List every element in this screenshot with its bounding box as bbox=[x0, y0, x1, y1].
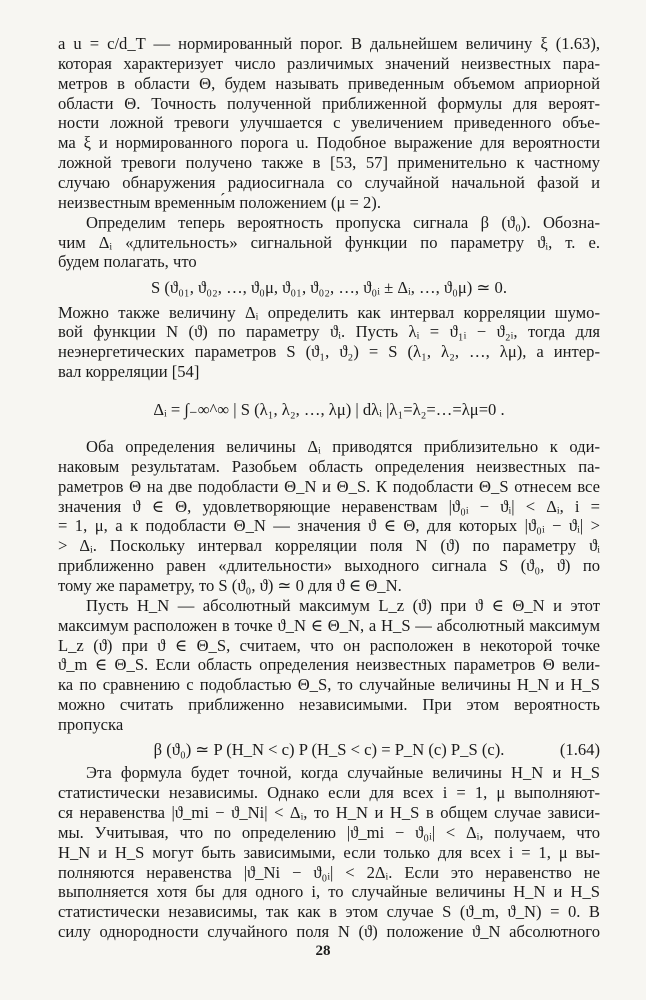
equation-number: (1.64) bbox=[559, 739, 600, 759]
text-line: ложной тревоги получено также в [53, 57] применительно к частному bbox=[58, 153, 600, 173]
text-line: H_N и H_S могут быть зависимыми, если только для всех i = 1, μ вы- bbox=[58, 842, 600, 862]
text-line: тому же параметру, то S (ϑ₀, ϑ) ≃ 0 для ϑ ∈ Θ_N. bbox=[58, 576, 402, 596]
text-line: а u = c/d_T — нормированный порог. В дальнейшем величину ξ (1.63), bbox=[58, 34, 600, 53]
text-line: приближенно равен «длительности» выходного сигнала S (ϑ₀, ϑ) по bbox=[58, 556, 600, 576]
text-line: ма ξ и нормированного порога u. Подобное выражение для вероятности bbox=[58, 133, 600, 153]
text-line: Определим теперь вероятность пропуска сигнала β (ϑ₀). Обозна- bbox=[86, 212, 600, 232]
text-line: вал корреляции [54] bbox=[58, 362, 200, 382]
text-line: силу однородности случайного поля N (ϑ) положение ϑ_N абсолютного bbox=[58, 922, 600, 942]
text-line: = 1, μ, а к подобласти Θ_N — значения ϑ ∈ Θ, для которых |ϑ₀ᵢ − ϑᵢ| > bbox=[58, 516, 600, 536]
text-line: выполняется хотя бы для одного i, то случайные величины H_N и H_S bbox=[58, 882, 600, 902]
text-line: метров в области Θ, будем называть приведенным объемом априорной bbox=[58, 73, 600, 93]
text-line: пропуска bbox=[58, 715, 124, 734]
text-line: > Δᵢ. Поскольку интервал корреляции поля N (ϑ) по параметру ϑᵢ bbox=[58, 536, 600, 556]
text-line: неэнергетических параметров S (ϑ₁, ϑ₂) = S (λ₁, λ₂, …, λμ), а интер- bbox=[58, 342, 600, 362]
text-line: области Θ. Точность полученной приближенной формулы для вероят- bbox=[58, 93, 600, 113]
text-line: неизвестным временны́м положением (μ = 2). bbox=[58, 192, 381, 212]
text-line: Можно также величину Δᵢ определить как интервал корреляции шумо- bbox=[58, 302, 600, 322]
formula: S (ϑ₀₁, ϑ₀₂, …, ϑ₀μ, ϑ₀₁, ϑ₀₂, …, ϑ₀ᵢ ± Δᵢ, …, ϑ₀μ) ≃ 0. bbox=[151, 277, 507, 297]
text-line: чим Δᵢ «длительность» сигнальной функции по параметру ϑᵢ, т. е. bbox=[58, 232, 600, 252]
formula-body: β (ϑ₀) ≃ P (H_N < c) P (H_S < c) = P_N (c) P_S (c). bbox=[153, 739, 505, 759]
text-line: случаю обнаружения радиосигнала со случайной начальной фазой и bbox=[58, 172, 600, 192]
text-line: Эта формула будет точной, когда случайные величины H_N и H_S bbox=[86, 763, 600, 783]
text-line: наковым результатам. Разобьем область определения неизвестных па- bbox=[58, 456, 600, 476]
text-line: значения ϑ ∈ Θ, удовлетворяющие неравенствам |ϑ₀ᵢ − ϑᵢ| < Δᵢ, i = bbox=[58, 496, 600, 516]
text-line: максимум расположен в точке ϑ_N ∈ Θ_N, а H_S — абсолютный максимум bbox=[58, 615, 600, 635]
text-line: Оба определения величины Δᵢ приводятся приблизительно к оди- bbox=[86, 437, 600, 457]
text-line: раметров Θ на две подобласти Θ_N и Θ_S. К подобласти Θ_S отнесем все bbox=[58, 476, 600, 496]
text-line: ка по сравнению с подобластью Θ_S, то случайные величины H_N и H_S bbox=[58, 675, 600, 695]
text-line: можно считать приближенно независимыми. При этом вероятность bbox=[58, 695, 600, 715]
text-line: статистически независимы. Однако если для всех i = 1, μ выполняют- bbox=[58, 783, 600, 803]
text-line: мы. Учитывая, что по определению |ϑ_mi − ϑ₀ᵢ| < Δᵢ, получаем, что bbox=[58, 822, 600, 842]
text-line: ϑ_m ∈ Θ_S. Если область определения неизвестных параметров Θ вели- bbox=[58, 655, 600, 675]
text-line: полняются неравенства |ϑ_Ni − ϑ₀ᵢ| < 2Δᵢ. Если это неравенство не bbox=[58, 862, 600, 882]
text-line: ся неравенства |ϑ_mi − ϑ_Ni| < Δᵢ, то H_N и H_S в общем случае зависи- bbox=[58, 803, 600, 823]
text-line: ности ложной тревоги улучшается с увеличением приведенного объе- bbox=[58, 113, 600, 133]
page-number: 28 bbox=[315, 943, 331, 959]
integral-formula: Δᵢ = ∫₋∞^∞ | S (λ₁, λ₂, …, λμ) | dλᵢ |λ₁=λ₂=…=λμ=0 . bbox=[153, 400, 505, 420]
formula-1-64 bbox=[58, 739, 600, 761]
text-line: L_z (ϑ) при ϑ ∈ Θ_S, считаем, что он расположен в некоторой точке bbox=[58, 635, 600, 655]
text-line: будем полагать, что bbox=[58, 252, 197, 272]
text-line: вой функции N (ϑ) по параметру ϑᵢ. Пусть λᵢ = ϑ₁ᵢ − ϑ₂ᵢ, тогда для bbox=[58, 322, 600, 342]
text-line: Пусть H_N — абсолютный максимум L_z (ϑ) при ϑ ∈ Θ_N и этот bbox=[86, 595, 600, 615]
text-line: которая характеризует число различимых значений неизвестных пара- bbox=[58, 53, 600, 73]
text-line: статистически независимы, так как в этом случае S (ϑ_m, ϑ_N) = 0. В bbox=[58, 902, 600, 922]
